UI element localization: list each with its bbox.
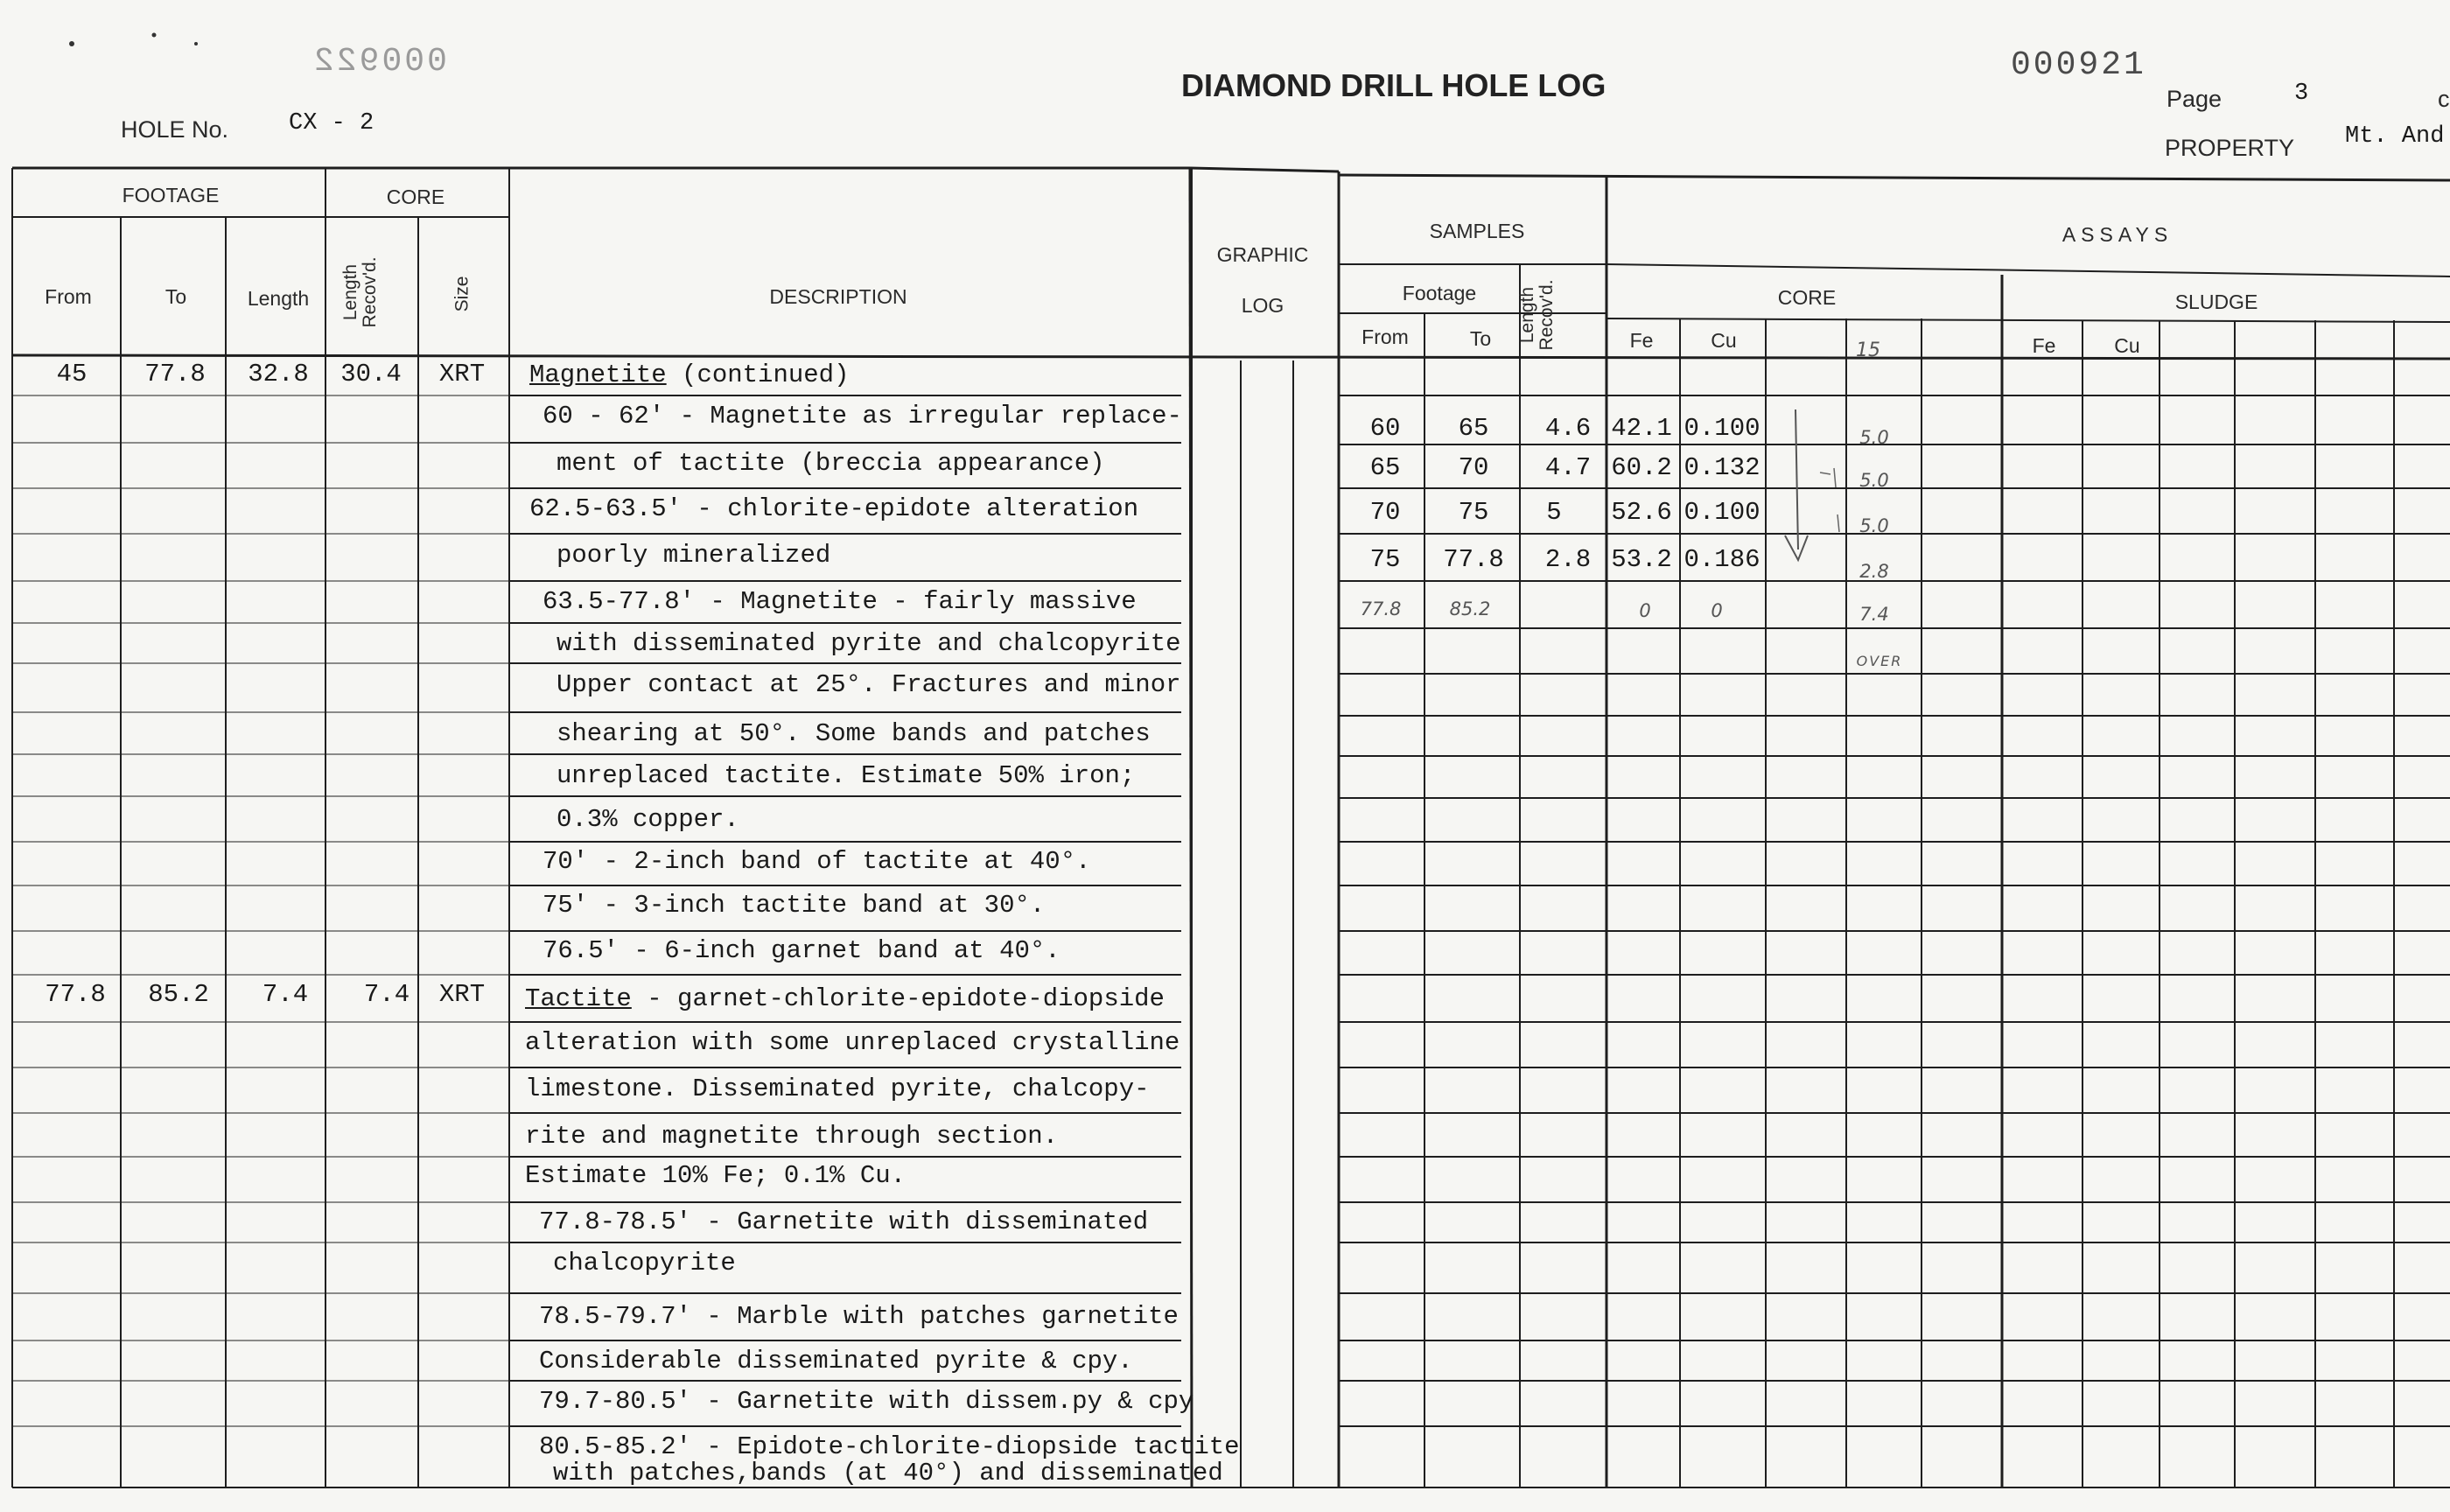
handwritten-note: 5.0 xyxy=(1859,470,1889,491)
property-label: PROPERTY xyxy=(2165,135,2295,161)
speck xyxy=(69,41,74,46)
handwritten-note: 15 xyxy=(1856,340,1880,361)
handwritten-note: 5.0 xyxy=(1859,427,1889,448)
description-line: chalcopyrite xyxy=(553,1249,736,1278)
size-header: Size xyxy=(452,276,472,312)
sample-length-line-1: Length xyxy=(1516,286,1537,344)
property-value: Mt. And xyxy=(2345,123,2445,150)
interval-size: XRT xyxy=(438,360,486,388)
log-header: LOG xyxy=(1241,294,1284,317)
description-line: 75' - 3-inch tactite band at 30°. xyxy=(542,891,1046,920)
page-suffix: c xyxy=(2438,86,2450,112)
sample-from: 65 xyxy=(1369,453,1401,482)
assay-fe: 52.6 xyxy=(1611,498,1672,527)
rock-type-tactite: Tactite xyxy=(525,984,632,1013)
description-line: 79.7-80.5' - Garnetite with dissem.py & cpy xyxy=(539,1387,1194,1416)
description-line: 60 - 62' - Magnetite as irregular replace- xyxy=(542,402,1182,430)
handwritten-note: 7.4 xyxy=(1859,604,1889,625)
rock-type-magnetite: Magnetite xyxy=(529,360,667,389)
sample-length: 5 xyxy=(1546,498,1562,527)
length-recovered-line-2: Recov'd. xyxy=(360,256,380,328)
description-line: 70' - 2-inch band of tactite at 40°. xyxy=(542,847,1091,876)
interval-length: 32.8 xyxy=(248,360,309,388)
handwritten-note: 2.8 xyxy=(1859,561,1889,582)
assay-cu: 0.100 xyxy=(1684,414,1760,443)
length-recovered-line-1: Length xyxy=(340,263,360,321)
page-number: 3 xyxy=(2294,80,2309,107)
sample-to-header: To xyxy=(1469,327,1492,350)
description-line: 76.5' - 6-inch garnet band at 40°. xyxy=(542,936,1060,965)
handwritten-sample-from: 77.8 xyxy=(1360,598,1402,620)
description-line: rite and magnetite through section. xyxy=(525,1122,1059,1151)
handwritten-sample-to: 85.2 xyxy=(1449,598,1491,620)
page-label: Page xyxy=(2166,86,2222,112)
interval-to: 77.8 xyxy=(144,360,206,388)
interval-to: 85.2 xyxy=(148,980,209,1009)
interval-recovered: 30.4 xyxy=(340,360,402,388)
description-line: 63.5-77.8' - Magnetite - fairly massive xyxy=(542,587,1137,616)
assays-header: ASSAYS xyxy=(2062,223,2174,246)
graphic-header: GRAPHIC xyxy=(1216,243,1309,266)
description-line: Upper contact at 25°. Fractures and minor xyxy=(556,670,1181,699)
sample-length: 4.6 xyxy=(1544,414,1592,443)
sludge-cu-header: Cu xyxy=(2114,334,2140,357)
sample-to: 75 xyxy=(1458,498,1489,527)
sample-from: 70 xyxy=(1369,498,1401,527)
sample-to: 65 xyxy=(1458,414,1489,443)
description-line: alteration with some unreplaced crystalline xyxy=(525,1028,1180,1057)
description-line: Considerable disseminated pyrite & cpy. xyxy=(539,1347,1133,1376)
handwritten-arrow xyxy=(1785,410,1808,560)
interval-length: 7.4 xyxy=(262,980,309,1009)
handwritten-over: OVER xyxy=(1856,653,1903,669)
assay-fe: 42.1 xyxy=(1611,414,1672,443)
description-line: Estimate 10% Fe; 0.1% Cu. xyxy=(525,1161,906,1190)
interval-from: 45 xyxy=(56,360,88,388)
core-header: CORE xyxy=(386,186,445,208)
assay-cu: 0.100 xyxy=(1684,498,1760,527)
description-line: with patches,bands (at 40°) and disseminated xyxy=(553,1459,1223,1488)
sample-footage-header: Footage xyxy=(1402,282,1477,304)
hole-number: CX - 2 xyxy=(289,110,374,136)
sample-length: 2.8 xyxy=(1544,545,1592,574)
description-line: poorly mineralized xyxy=(556,541,831,570)
hole-label: HOLE No. xyxy=(121,116,229,143)
continued-note: (continued) xyxy=(682,360,850,389)
description-line: 0.3% copper. xyxy=(556,805,739,834)
description-line: unreplaced tactite. Estimate 50% iron; xyxy=(556,761,1136,790)
core-cu-header: Cu xyxy=(1711,329,1737,352)
assay-cu: 0.186 xyxy=(1684,545,1760,574)
sample-length: 4.7 xyxy=(1544,453,1592,482)
speck xyxy=(194,42,198,46)
sludge-fe-header: Fe xyxy=(2032,334,2056,357)
assay-fe: 53.2 xyxy=(1611,545,1672,574)
description-line: with disseminated pyrite and chalcopyrite xyxy=(556,629,1181,658)
interval-from: 77.8 xyxy=(45,980,106,1009)
tactite-description: - garnet-chlorite-epidote-diopside xyxy=(647,984,1165,1013)
description-header: DESCRIPTION xyxy=(769,285,907,308)
description-line: 77.8-78.5' - Garnetite with disseminated xyxy=(539,1208,1149,1236)
sample-from: 60 xyxy=(1369,414,1401,443)
handwritten-note: 5.0 xyxy=(1859,515,1889,536)
sample-from: 75 xyxy=(1369,545,1401,574)
sample-length-line-2: Recov'd. xyxy=(1536,279,1557,351)
description-line: limestone. Disseminated pyrite, chalcopy- xyxy=(525,1074,1150,1103)
description-line: 78.5-79.7' - Marble with patches garnetite xyxy=(539,1302,1179,1331)
assay-fe: 60.2 xyxy=(1611,453,1672,482)
handwritten-cu: 0 xyxy=(1711,600,1723,621)
description-line: shearing at 50°. Some bands and patches xyxy=(556,719,1151,748)
assay-core-header: CORE xyxy=(1777,286,1837,309)
sample-to: 70 xyxy=(1458,453,1489,482)
footage-header: FOOTAGE xyxy=(122,184,220,206)
speck xyxy=(152,33,157,38)
sludge-header: SLUDGE xyxy=(2174,290,2258,313)
to-header: To xyxy=(164,285,187,308)
length-header: Length xyxy=(247,287,310,310)
description-line: 62.5-63.5' - chlorite-epidote alteration xyxy=(529,494,1139,523)
interval-size: XRT xyxy=(438,980,486,1009)
faded-doc-number: 000922 xyxy=(312,43,447,80)
sample-to: 77.8 xyxy=(1443,545,1504,574)
handwritten-fe: 0 xyxy=(1639,600,1651,621)
from-header: From xyxy=(45,285,92,308)
doc-number: 000921 xyxy=(2011,46,2146,84)
description-line: ment of tactite (breccia appearance) xyxy=(556,449,1105,478)
core-fe-header: Fe xyxy=(1629,329,1654,352)
assay-cu: 0.132 xyxy=(1684,453,1760,482)
interval-recovered: 7.4 xyxy=(363,980,410,1009)
page-title: DIAMOND DRILL HOLE LOG xyxy=(1181,67,1606,103)
samples-header: SAMPLES xyxy=(1429,220,1525,242)
sample-from-header: From xyxy=(1362,326,1409,348)
pencil-ticks xyxy=(1820,468,1839,532)
description-line: 80.5-85.2' - Epidote-chlorite-diopside tactite xyxy=(539,1432,1240,1461)
